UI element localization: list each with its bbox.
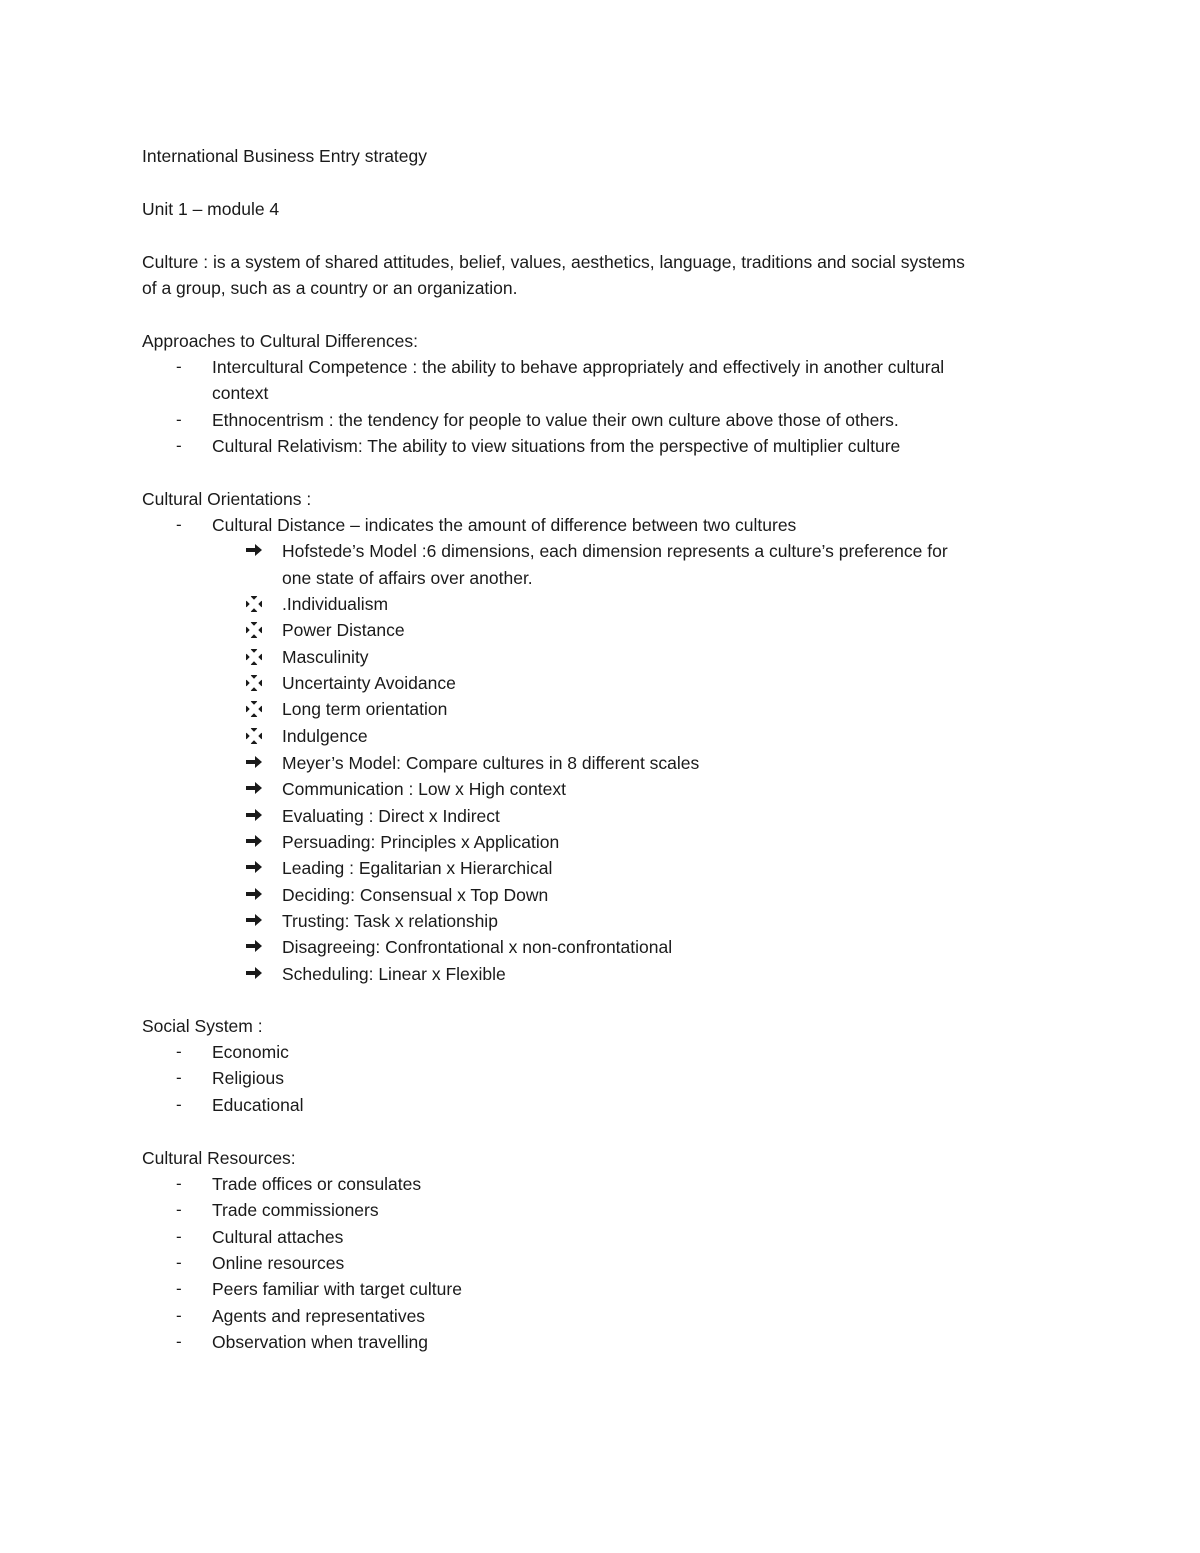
arrow-right-icon [246, 939, 262, 953]
hofstede-model-item: Hofstede’s Model :6 dimensions, each dimension represents a culture’s preference for [282, 541, 948, 561]
hofstede-dimension-item: Power Distance [282, 620, 405, 640]
arrow-right-icon [246, 834, 262, 848]
social-system-item: Economic [212, 1042, 289, 1062]
cultural-distance-item: Cultural Distance – indicates the amount of difference between two cultures [212, 515, 797, 535]
social-system-heading: Social System : [142, 1016, 263, 1036]
social-system-item: Educational [212, 1095, 304, 1115]
dash-bullet: - [176, 1095, 182, 1114]
dash-bullet: - [176, 436, 182, 455]
social-system-item: Religious [212, 1068, 284, 1088]
cultural-resource-item: Cultural attaches [212, 1227, 344, 1247]
culture-definition-line-2: of a group, such as a country or an organization. [142, 278, 518, 298]
dash-bullet: - [176, 1174, 182, 1193]
hofstede-dimension-item: Indulgence [282, 726, 368, 746]
dash-bullet: - [176, 357, 182, 376]
four-diamond-bullet-icon [246, 622, 262, 638]
dash-bullet: - [176, 1042, 182, 1061]
meyer-scale-item: Leading : Egalitarian x Hierarchical [282, 858, 553, 878]
cultural-resource-item: Trade offices or consulates [212, 1174, 422, 1194]
cultural-resource-item: Observation when travelling [212, 1332, 428, 1352]
approaches-heading: Approaches to Cultural Differences: [142, 331, 418, 351]
meyer-scale-item: Evaluating : Direct x Indirect [282, 806, 500, 826]
four-diamond-bullet-icon [246, 649, 262, 665]
hofstede-dimension-item: .Individualism [282, 594, 389, 614]
arrow-right-icon [246, 966, 262, 980]
dash-bullet: - [176, 515, 182, 534]
cultural-resource-item: Online resources [212, 1253, 345, 1273]
dash-bullet: - [176, 1253, 182, 1272]
cultural-resources-heading: Cultural Resources: [142, 1148, 296, 1168]
meyer-scale-item: Scheduling: Linear x Flexible [282, 964, 506, 984]
hofstede-dimension-item: Masculinity [282, 647, 369, 667]
meyer-scale-item: Trusting: Task x relationship [282, 911, 498, 931]
hofstede-dimension-item: Long term orientation [282, 699, 448, 719]
arrow-right-icon [246, 543, 262, 557]
cultural-resource-item: Peers familiar with target culture [212, 1279, 462, 1299]
four-diamond-bullet-icon [246, 596, 262, 612]
arrow-right-icon [246, 755, 262, 769]
hofstede-model-continuation: one state of affairs over another. [282, 568, 533, 588]
arrow-right-icon [246, 860, 262, 874]
meyer-scale-item: Meyer’s Model: Compare cultures in 8 different scales [282, 753, 700, 773]
hofstede-dimension-item: Uncertainty Avoidance [282, 673, 456, 693]
arrow-right-icon [246, 887, 262, 901]
meyer-scale-item: Communication : Low x High context [282, 779, 567, 799]
unit-heading: Unit 1 – module 4 [142, 199, 280, 219]
approach-item-continuation: context [212, 383, 269, 403]
dash-bullet: - [176, 1279, 182, 1298]
arrow-right-icon [246, 781, 262, 795]
dash-bullet: - [176, 1200, 182, 1219]
cultural-resource-item: Trade commissioners [212, 1200, 379, 1220]
cultural-resource-item: Agents and representatives [212, 1306, 426, 1326]
document-title: International Business Entry strategy [142, 146, 428, 166]
culture-definition-line-1: Culture : is a system of shared attitudes, belief, values, aesthetics, language, traditions and social systems [142, 252, 965, 272]
dash-bullet: - [176, 410, 182, 429]
approach-item: Ethnocentrism : the tendency for people to value their own culture above those of others. [212, 410, 899, 430]
dash-bullet: - [176, 1068, 182, 1087]
orientations-heading: Cultural Orientations : [142, 489, 312, 509]
meyer-scale-item: Persuading: Principles x Application [282, 832, 560, 852]
dash-bullet: - [176, 1306, 182, 1325]
arrow-right-icon [246, 913, 262, 927]
dash-bullet: - [176, 1227, 182, 1246]
four-diamond-bullet-icon [246, 675, 262, 691]
four-diamond-bullet-icon [246, 728, 262, 744]
approach-item: Cultural Relativism: The ability to view situations from the perspective of multiplier culture [212, 436, 901, 456]
meyer-scale-item: Disagreeing: Confrontational x non-confrontational [282, 937, 673, 957]
dash-bullet: - [176, 1332, 182, 1351]
four-diamond-bullet-icon [246, 701, 262, 717]
meyer-scale-item: Deciding: Consensual x Top Down [282, 885, 549, 905]
arrow-right-icon [246, 808, 262, 822]
approach-item: Intercultural Competence : the ability to behave appropriately and effectively in another cultural [212, 357, 945, 377]
